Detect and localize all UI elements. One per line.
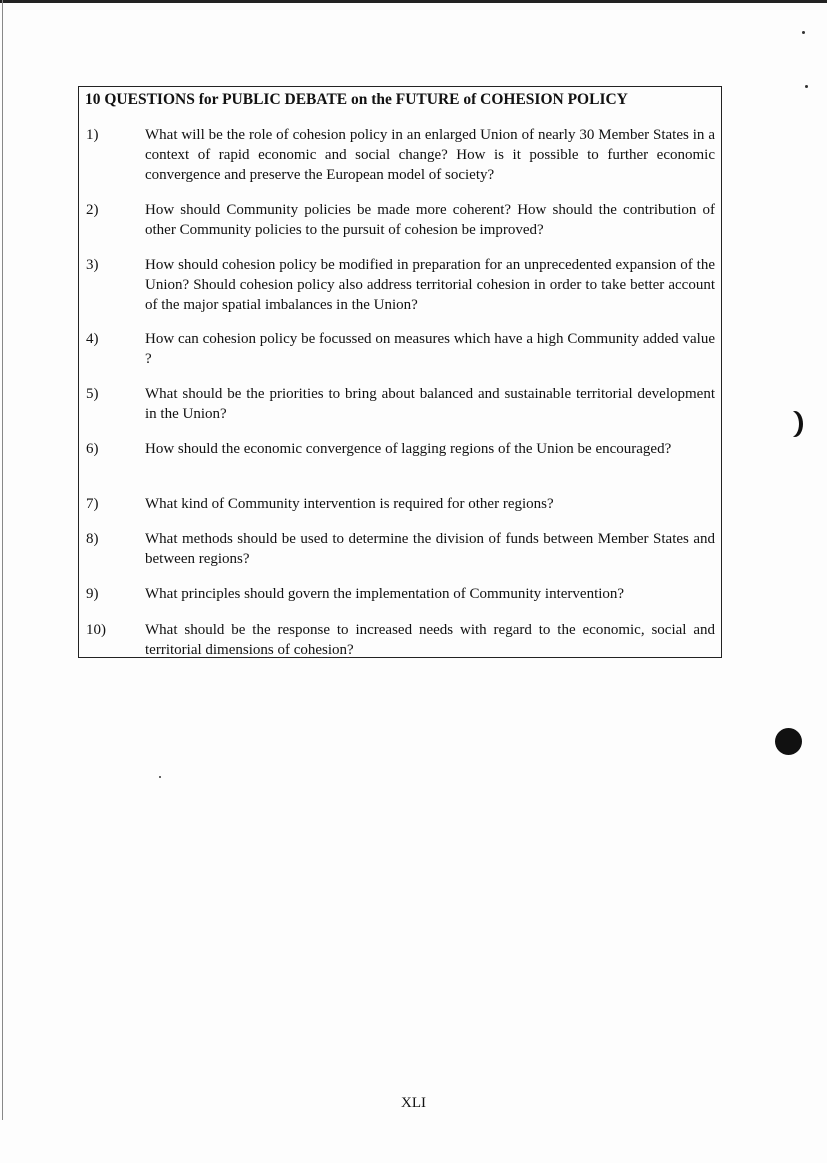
speck-scan-mark	[805, 85, 808, 88]
speck-scan-mark	[159, 776, 161, 778]
question-text: What will be the role of cohesion policy in an enlarged Union of nearly 30 Member States in a context of rapid economic and social change? How is it possible to further economic convergence and preserve the European model of society?	[145, 127, 715, 183]
question-number: 7)	[86, 496, 99, 512]
left-border-line	[2, 0, 3, 1120]
box-title: 10 QUESTIONS for PUBLIC DEBATE on the FUTURE of COHESION POLICY	[85, 91, 628, 108]
question-text: What methods should be used to determine the division of funds between Member States and between regions?	[145, 531, 715, 567]
question-number: 4)	[86, 331, 99, 347]
question-text: What should be the response to increased needs with regard to the economic, social and territorial dimensions of cohesion?	[145, 622, 715, 658]
question-number: 1)	[86, 127, 99, 143]
question-text: What principles should govern the implementation of Community intervention?	[145, 586, 625, 602]
question-number: 9)	[86, 586, 99, 602]
question-number: 10)	[86, 622, 106, 638]
question-text: How should the economic convergence of lagging regions of the Union be encouraged?	[145, 441, 672, 457]
top-border-line	[0, 0, 827, 3]
question-text: How should Community policies be made more coherent? How should the contribution of other Community policies to the pursuit of cohesion be improved?	[145, 202, 715, 238]
question-number: 6)	[86, 441, 99, 457]
question-text: What should be the priorities to bring about balanced and sustainable territorial development in the Union?	[145, 386, 715, 422]
question-number: 5)	[86, 386, 99, 402]
question-text: How can cohesion policy be focussed on measures which have a high Community added value ?	[145, 331, 715, 367]
question-number: 8)	[86, 531, 99, 547]
question-text: How should cohesion policy be modified in preparation for an unprecedented expansion of the Union? Should cohesion policy also address territorial cohesion in order to take better account of the major spatial imbalances in the Union?	[145, 257, 715, 313]
question-number: 3)	[86, 257, 99, 273]
page-number: XLI	[401, 1095, 426, 1111]
speck-scan-mark	[802, 31, 805, 34]
question-text: What kind of Community intervention is required for other regions?	[145, 496, 554, 512]
crescent-scan-mark	[783, 411, 799, 437]
questions-box	[78, 86, 722, 658]
question-number: 2)	[86, 202, 99, 218]
dot-scan-mark	[775, 728, 802, 755]
